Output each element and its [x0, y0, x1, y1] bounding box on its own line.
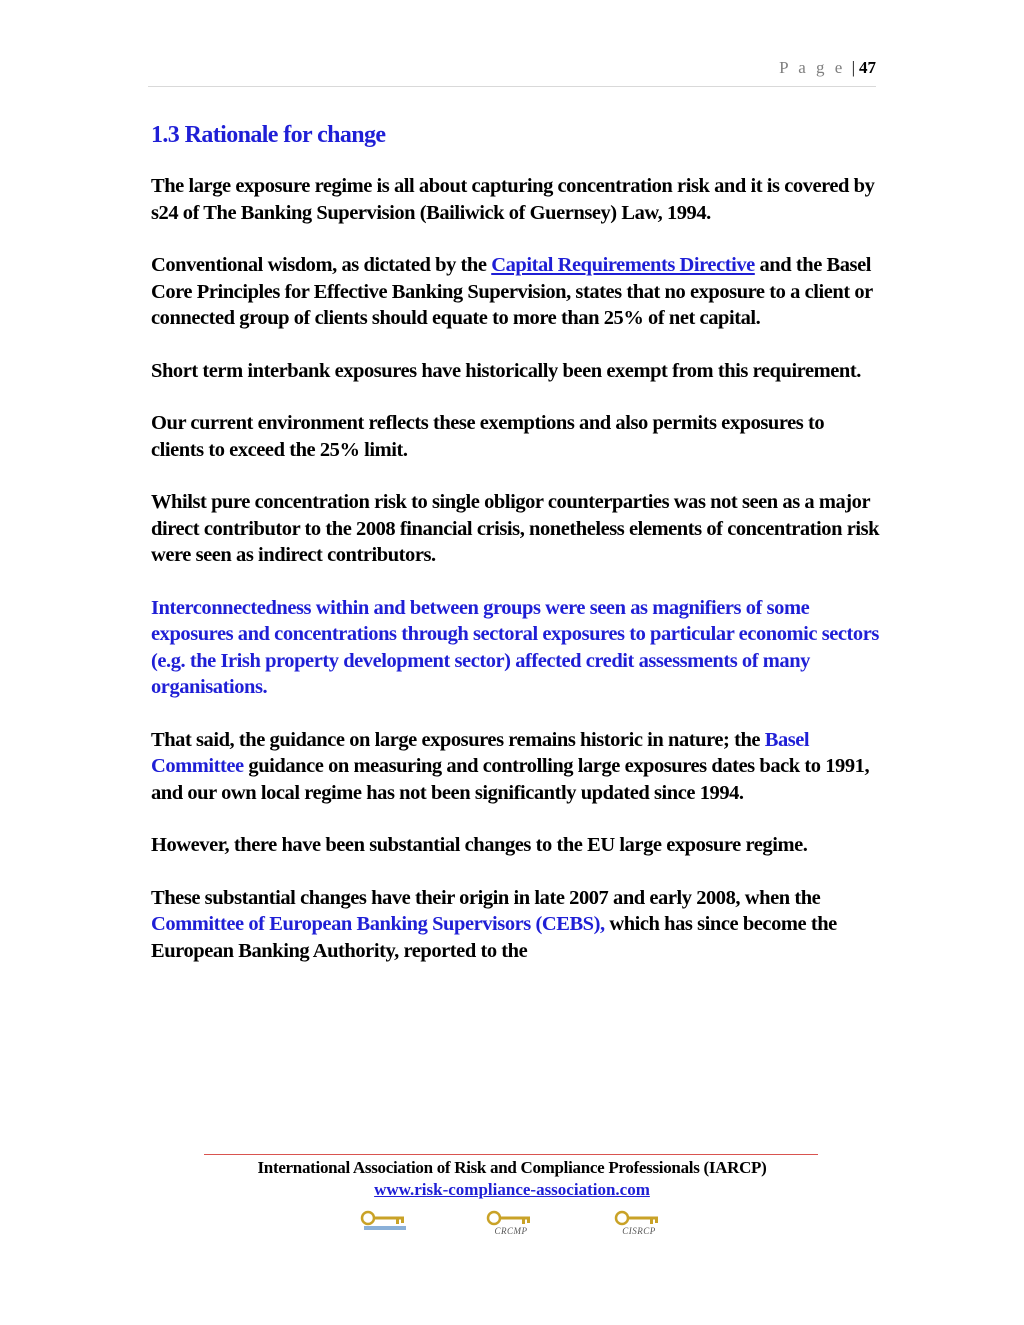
- logo-2: [486, 1210, 536, 1238]
- paragraph-7-text-start: That said, the guidance on large exposures remains historic in nature; the: [151, 728, 765, 751]
- page-header: [148, 58, 876, 87]
- footer-divider: [204, 1154, 818, 1155]
- paragraph-6-highlight: Interconnectedness within and between groups were seen as magnifiers of some exposures and concentrations through sectoral exposures to particular economic sectors (e.g. the Irish property development sector) affected credit assessments of many organisations.: [151, 596, 879, 698]
- paragraph-2-text-start: Conventional wisdom, as dictated by the: [151, 254, 492, 276]
- footer-organization: International Association of Risk and Compliance Professionals (IARCP): [257, 1158, 767, 1177]
- logo-3: [614, 1210, 664, 1238]
- key-logo-icon: [360, 1210, 410, 1232]
- paragraph-9-text-start: These substantial changes have their origin in late 2007 and early 2008, when the: [151, 886, 821, 909]
- page-label: P a g e: [779, 58, 846, 77]
- paragraph-5: Whilst pure concentration risk to single obligor counterparties was not seen as a major direct contributor to the 2008 financial crisis, nonetheless elements of concentration risk were seen as indirect contributors.: [151, 491, 880, 566]
- crd-link[interactable]: Capital Requirements Directive: [491, 254, 755, 276]
- section-title: 1.3 Rationale for change: [151, 122, 386, 148]
- paragraph-3: Short term interbank exposures have historically been exempt from this requirement.: [151, 359, 861, 382]
- footer-website-link[interactable]: www.risk-compliance-association.com: [374, 1180, 650, 1199]
- page-separator: |: [851, 58, 855, 77]
- paragraph-4: Our current environment reflects these exemptions and also permits exposures to clients to exceed the 25% limit.: [151, 412, 825, 461]
- paragraph-2-text-end: and the Basel Core Principles for Effective Banking Supervision, states that no exposure to a client or connected group of clients should equate to more than 25% of net capital.: [151, 254, 873, 329]
- paragraph-7-text-end: guidance on measuring and controlling large exposures dates back to 1991, and our own local regime has not been significantly updated since 1994.: [151, 755, 870, 804]
- logo-2-caption: CRCMP: [494, 1226, 528, 1236]
- paragraph-2: [151, 252, 881, 332]
- paragraph-9: [151, 885, 881, 965]
- document-body: [151, 119, 881, 990]
- paragraph-9-text-end: which has since become the European Banking Authority, reported to the: [151, 913, 837, 962]
- cebs-text: Committee of European Banking Supervisors (CEBS),: [151, 913, 605, 935]
- paragraph-7: [151, 727, 881, 807]
- page-number: 47: [859, 58, 876, 77]
- basel-committee-text: Basel Committee: [151, 728, 810, 777]
- paragraph-8: However, there have been substantial changes to the EU large exposure regime.: [151, 834, 808, 856]
- paragraph-1: The large exposure regime is all about capturing concentration risk and it is covered by s24 of The Banking Supervision (Bailiwick of Guernsey) Law, 1994.: [151, 175, 875, 224]
- logo-1: [360, 1210, 410, 1238]
- logo-3-caption: CISRCP: [622, 1226, 656, 1236]
